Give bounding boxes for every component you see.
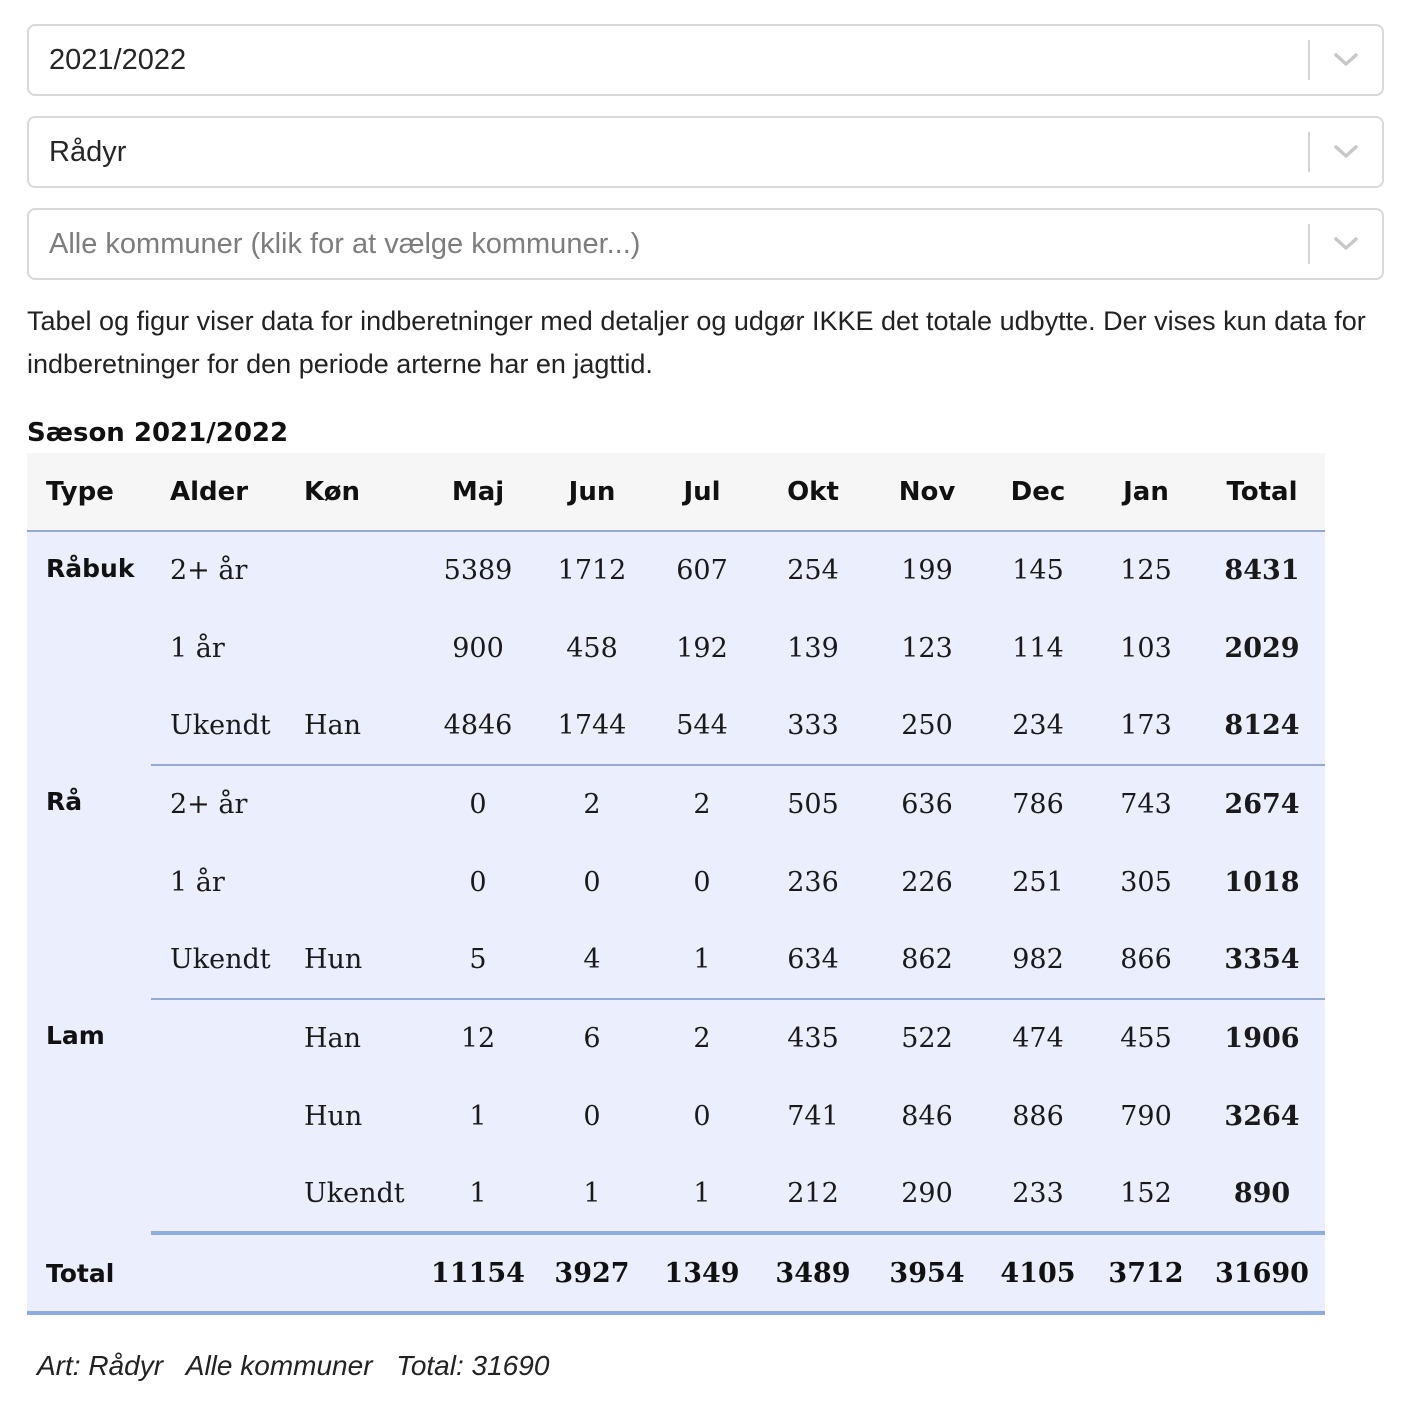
kon-cell: Ukendt <box>285 1155 421 1233</box>
municipality-chevron-down-icon[interactable] <box>1310 210 1382 278</box>
value-cell: 2 <box>693 789 711 820</box>
total-cell: 11154 <box>421 1233 535 1313</box>
value-cell: 790 <box>1120 1100 1172 1132</box>
alder-cell <box>151 999 285 1077</box>
table-row <box>27 609 1325 687</box>
value-cell: 4 <box>535 921 649 999</box>
value-cell: 152 <box>1093 1155 1199 1233</box>
table-row <box>27 1155 1325 1233</box>
value-cell: 0 <box>469 866 487 898</box>
value-cell: 103 <box>1120 632 1172 664</box>
alder-cell: 2+ år <box>170 789 248 820</box>
value-cell: 743 <box>1120 789 1172 820</box>
value-cell: 0 <box>693 866 711 898</box>
alder-cell: 2+ år <box>170 555 248 586</box>
value-cell: 251 <box>1012 866 1064 898</box>
value-cell: 123 <box>901 632 953 664</box>
value-cell: 305 <box>1120 866 1172 898</box>
kon-cell <box>285 765 421 843</box>
value-cell: 0 <box>469 789 487 820</box>
value-cell: 458 <box>566 632 618 664</box>
type-cell: Rå <box>46 787 83 816</box>
value-cell: 1 <box>421 1155 535 1233</box>
value-cell: 125 <box>1120 555 1172 586</box>
row-total-cell: 1906 <box>1224 1023 1300 1054</box>
kon-cell: Hun <box>285 921 421 999</box>
alder-cell: 1 år <box>170 866 225 898</box>
summary-kommuner: Alle kommuner <box>185 1350 373 1381</box>
value-cell: 1 <box>649 921 755 999</box>
value-cell: 212 <box>755 1155 871 1233</box>
col-header-total: Total <box>1199 453 1325 531</box>
col-header-maj: Maj <box>421 453 535 531</box>
total-label: Total <box>27 1233 421 1313</box>
value-cell: 634 <box>755 921 871 999</box>
value-cell: 1744 <box>535 687 649 765</box>
row-total-cell: 1018 <box>1224 866 1300 898</box>
value-cell: 474 <box>1012 1023 1064 1054</box>
value-cell: 982 <box>983 921 1093 999</box>
kon-cell <box>285 609 421 687</box>
table-row <box>27 921 1325 999</box>
value-cell: 741 <box>787 1100 839 1132</box>
value-cell: 522 <box>901 1023 953 1054</box>
value-cell: 5 <box>421 921 535 999</box>
row-total-cell: 3354 <box>1199 921 1325 999</box>
value-cell: 333 <box>755 687 871 765</box>
alder-cell: Ukendt <box>151 687 285 765</box>
total-cell: 3712 <box>1093 1233 1199 1313</box>
value-cell: 0 <box>693 1100 711 1132</box>
info-text: Tabel og figur viser data for indberetninger med detaljer og udgør IKKE det totale udbytte. Der vises kun data for indberetninger for den periode arterne har en jagttid. <box>27 306 1366 379</box>
col-header-nov: Nov <box>871 453 983 531</box>
value-cell: 505 <box>787 789 839 820</box>
value-cell: 226 <box>901 866 953 898</box>
value-cell: 4846 <box>421 687 535 765</box>
value-cell: 250 <box>871 687 983 765</box>
value-cell: 192 <box>676 632 728 664</box>
total-cell: 3954 <box>871 1233 983 1313</box>
value-cell: 636 <box>901 789 953 820</box>
value-cell: 886 <box>1012 1100 1064 1132</box>
value-cell: 2 <box>693 1023 711 1054</box>
value-cell: 5389 <box>443 555 513 586</box>
season-select-value: 2021/2022 <box>49 43 187 76</box>
col-header-jan: Jan <box>1093 453 1199 531</box>
grand-total-cell: 31690 <box>1199 1233 1325 1313</box>
kon-cell: Han <box>285 687 421 765</box>
value-cell: 846 <box>901 1100 953 1132</box>
kon-cell: Han <box>304 1023 362 1054</box>
row-total-cell: 2029 <box>1224 632 1300 664</box>
alder-cell: Ukendt <box>151 921 285 999</box>
total-cell: 4105 <box>983 1233 1093 1313</box>
value-cell: 0 <box>583 866 601 898</box>
row-total-cell: 8431 <box>1224 555 1300 586</box>
value-cell: 1 <box>649 1155 755 1233</box>
harvest-table <box>27 453 1325 1315</box>
table-row <box>27 1077 1325 1155</box>
col-header-alder: Alder <box>151 453 285 531</box>
value-cell: 6 <box>583 1023 601 1054</box>
species-select[interactable] <box>27 116 1384 188</box>
type-cell: Lam <box>46 1021 105 1050</box>
kon-cell: Hun <box>304 1100 363 1132</box>
municipality-select-placeholder: Alle kommuner (klik for at vælge kommuner...) <box>49 227 641 260</box>
value-cell: 2 <box>583 789 601 820</box>
value-cell: 786 <box>1012 789 1064 820</box>
summary-art: Art: Rådyr <box>37 1350 164 1381</box>
table-total-row <box>27 1233 1325 1313</box>
col-header-type: Type <box>27 453 151 531</box>
col-header-jun: Jun <box>535 453 649 531</box>
alder-cell <box>151 1077 285 1155</box>
season-select[interactable] <box>27 24 1384 96</box>
value-cell: 236 <box>787 866 839 898</box>
species-select-value: Rådyr <box>49 135 127 168</box>
summary-total: Total: 31690 <box>396 1350 550 1381</box>
value-cell: 544 <box>649 687 755 765</box>
kon-cell <box>285 531 421 609</box>
value-cell: 139 <box>787 632 839 664</box>
value-cell: 0 <box>583 1100 601 1132</box>
value-cell: 866 <box>1093 921 1199 999</box>
row-total-cell: 2674 <box>1224 789 1300 820</box>
col-header-jul: Jul <box>649 453 755 531</box>
row-total-cell: 3264 <box>1224 1100 1300 1132</box>
col-header-dec: Dec <box>983 453 1093 531</box>
value-cell: 900 <box>452 632 504 664</box>
value-cell: 114 <box>1012 632 1064 664</box>
value-cell: 290 <box>871 1155 983 1233</box>
value-cell: 1712 <box>557 555 627 586</box>
value-cell: 173 <box>1093 687 1199 765</box>
value-cell: 862 <box>871 921 983 999</box>
value-cell: 233 <box>983 1155 1093 1233</box>
table-header-row <box>27 453 1325 531</box>
table-caption: Sæson 2021/2022 <box>27 418 289 448</box>
alder-cell: 1 år <box>170 632 225 664</box>
value-cell: 12 <box>460 1023 496 1054</box>
col-header-kon: Køn <box>285 453 421 531</box>
value-cell: 145 <box>1012 555 1064 586</box>
value-cell: 607 <box>676 555 728 586</box>
table-row <box>27 687 1325 765</box>
table-row <box>27 531 1325 609</box>
table-row <box>27 999 1325 1077</box>
value-cell: 1 <box>469 1100 487 1132</box>
species-chevron-down-icon[interactable] <box>1310 118 1382 186</box>
alder-cell <box>151 1155 285 1233</box>
value-cell: 455 <box>1120 1023 1172 1054</box>
value-cell: 254 <box>787 555 839 586</box>
table-row <box>27 843 1325 921</box>
value-cell: 1 <box>535 1155 649 1233</box>
total-cell: 3489 <box>755 1233 871 1313</box>
value-cell: 199 <box>901 555 953 586</box>
summary-line <box>37 1350 565 1382</box>
table-row <box>27 765 1325 843</box>
municipality-select[interactable] <box>27 208 1384 280</box>
total-cell: 3927 <box>535 1233 649 1313</box>
total-cell: 1349 <box>649 1233 755 1313</box>
kon-cell <box>285 843 421 921</box>
row-total-cell: 8124 <box>1199 687 1325 765</box>
value-cell: 435 <box>787 1023 839 1054</box>
row-total-cell: 890 <box>1199 1155 1325 1233</box>
type-cell: Råbuk <box>46 554 135 583</box>
value-cell: 234 <box>983 687 1093 765</box>
season-chevron-down-icon[interactable] <box>1310 26 1382 94</box>
col-header-okt: Okt <box>755 453 871 531</box>
